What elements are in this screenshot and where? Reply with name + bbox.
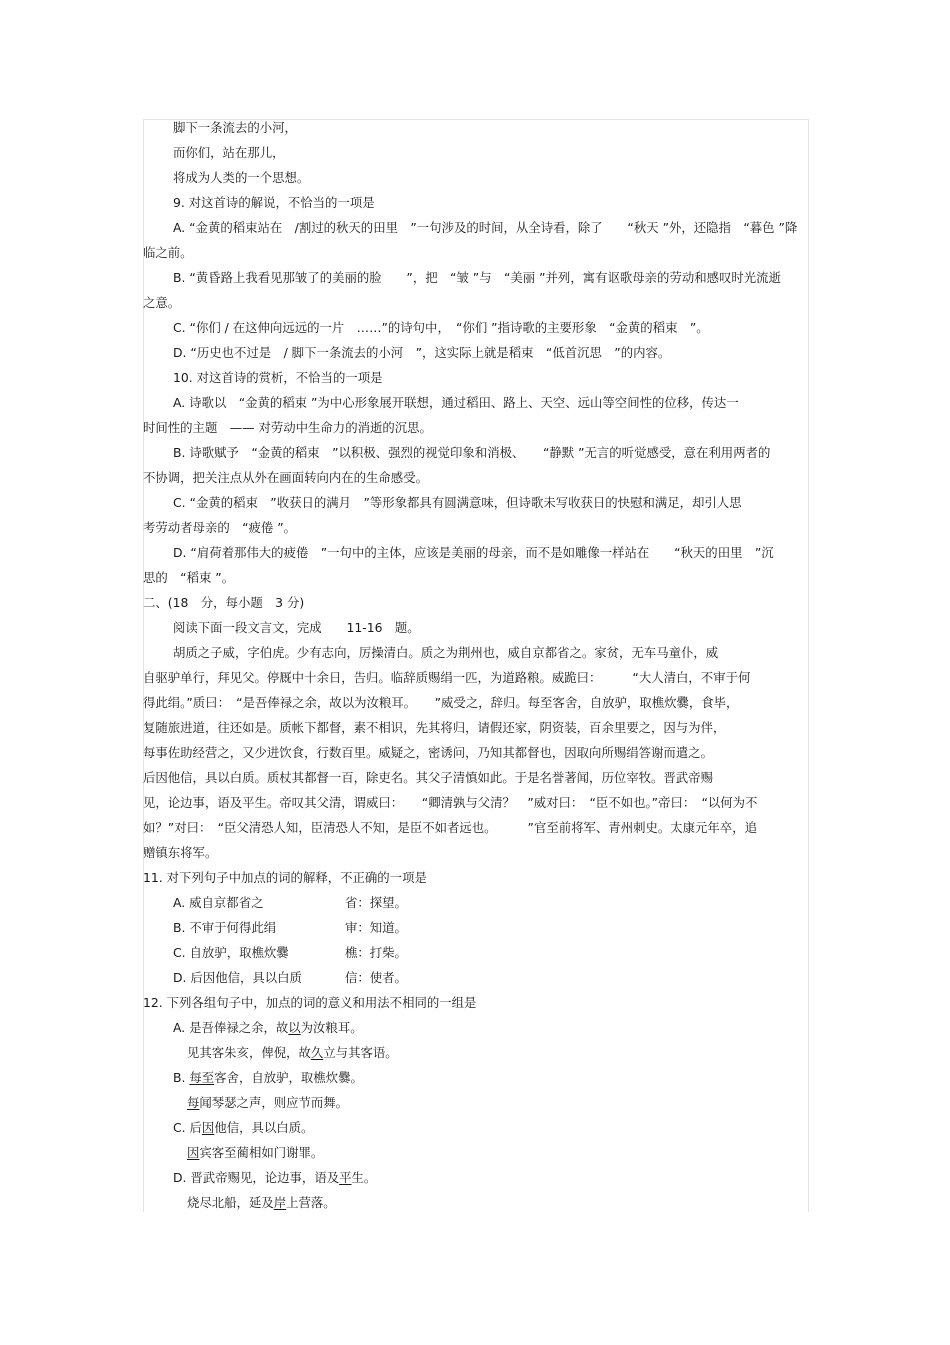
q9-option-b-cont: 之意。 <box>143 295 181 310</box>
poem-line: 将成为人类的一个思想。 <box>173 170 310 185</box>
q10-option-c: C. “金黄的稻束 ”收获日的满月 ”等形象都具有圆满意味，但诗歌未写收获日的快慰和满足，却引人思 <box>173 495 742 510</box>
dotted-word: 岸 <box>273 1195 287 1210</box>
q12-text: 生。 <box>351 1170 377 1185</box>
q10-option-a-cont: 时间性的主题 —— 对劳动中生命力的消逝的沉思。 <box>143 420 432 435</box>
q10-option-a: A. 诗歌以 “金黄的稻束 ”为中心形象展开联想，通过稻田、路上、天空、远山等空间性的位移，传达一 <box>173 395 739 410</box>
dotted-word: 每 <box>187 1095 200 1110</box>
passage-line: 见，论边事，语及平生。帝叹其父清，谓威曰： “卿清孰与父清？ ”威对曰： “臣不如也。”帝曰： “以何为不 <box>143 795 758 810</box>
q9-option-b: B. “黄昏路上我看见那皱了的美丽的脸 ”，把 “皱 ”与 “美丽 ”并列，寓有讴歌母亲的劳动和感叹时光流逝 <box>173 270 781 285</box>
q12-option-d-line2 <box>187 1195 811 1211</box>
section-heading: 二、(18 分，每小题 3 分) <box>143 595 305 610</box>
q12-option-c-line2 <box>187 1145 811 1161</box>
q11-option-gloss: 信：使者。 <box>345 970 407 985</box>
q10-option-d-cont: 思的 “稻束 ”。 <box>143 570 235 585</box>
q12-option-b-line1 <box>173 1070 811 1086</box>
q11-option-c <box>173 945 811 961</box>
passage-line: 胡质之子威，字伯虎。少有志向，厉操清白。质之为荆州也，威自京都省之。家贫，无车马童仆，威 <box>173 645 719 660</box>
dotted-word: 以 <box>288 1020 301 1035</box>
q12-text: 他信，具以白质。 <box>214 1120 314 1135</box>
q11-option-text: C. 自放驴，取樵炊爨 <box>173 945 289 960</box>
q12-option-a-line1 <box>173 1020 811 1036</box>
q9-option-a: A. “金黄的稻束站在 /割过的秋天的田里 ”一句涉及的时间，从全诗看，除了 “秋天 ”外，还隐指 “暮色 ”降 <box>173 220 798 235</box>
dotted-word: 因 <box>187 1145 200 1160</box>
poem-line: 而你们，站在那儿， <box>173 145 285 160</box>
q9-option-a-cont: 临之前。 <box>143 245 193 260</box>
q12-option-b-line2 <box>187 1095 811 1111</box>
q10-option-d: D. “肩荷着那伟大的疲倦 ”一句中的主体，应该是美丽的母亲，而不是如雕像一样站在 “秋天的田里 ”沉 <box>173 545 774 560</box>
q10-option-b-cont: 不协调，把关注点从外在画面转向内在的生命感受。 <box>143 470 428 485</box>
q12-text: 上营落。 <box>286 1195 336 1210</box>
q12-option-d-line1 <box>173 1170 811 1186</box>
question-9-stem: 9. 对这首诗的解说，不恰当的一项是 <box>173 195 375 210</box>
q12-text: 见其客朱亥，俾倪，故 <box>187 1045 311 1060</box>
dotted-word: 平 <box>339 1170 352 1185</box>
q11-option-gloss: 樵：打柴。 <box>345 945 407 960</box>
q11-option-gloss: 审：知道。 <box>345 920 407 935</box>
q9-option-d: D. “历史也不过是 / 脚下一条流去的小河 ”，这实际上就是稻束 “低首沉思 ”的内容。 <box>173 345 671 360</box>
dotted-word: 每至 <box>189 1070 215 1085</box>
q12-text: A. 是吾俸禄之余，故 <box>173 1020 289 1035</box>
q12-text: 立与其客语。 <box>323 1045 398 1060</box>
section-intro: 阅读下面一段文言文，完成 11-16 题。 <box>173 620 420 635</box>
q12-option-c-line1 <box>173 1120 811 1136</box>
q11-option-gloss: 省：探望。 <box>345 895 407 910</box>
q12-text: C. 后 <box>173 1120 202 1135</box>
q11-option-text: D. 后因他信，具以白质 <box>173 970 302 985</box>
q9-option-c: C. “你们 / 在这伸向远远的一片 ……”的诗句中， “你们 ”指诗歌的主要形象 “金黄的稻束 ”。 <box>173 320 709 335</box>
q12-text: 为汝粮耳。 <box>300 1020 363 1035</box>
q11-option-text: B. 不审于何得此绢 <box>173 920 277 935</box>
question-11-stem: 11. 对下列句子中加点的词的解释，不正确的一项是 <box>143 870 427 885</box>
passage-line: 得此绢。”质曰： “是吾俸禄之余，故以为汝粮耳。 ”威受之，辞归。每至客舍，自放驴，取樵炊爨，食毕， <box>143 695 739 710</box>
q12-text: 宾客至蔺相如门谢罪。 <box>199 1145 324 1160</box>
passage-line: 复随旅进道，往还如是。质帐下都督，素不相识，先其将归，请假还家，阴资装，百余里要之，因与为伴， <box>143 720 726 735</box>
q11-option-a <box>173 895 811 911</box>
question-12-stem: 12. 下列各组句子中，加点的词的意义和用法不相同的一组是 <box>143 995 477 1010</box>
dotted-word: 因 <box>201 1120 215 1135</box>
question-10-stem: 10. 对这首诗的赏析，不恰当的一项是 <box>173 370 383 385</box>
q12-text: 烧尽北船，延及 <box>187 1195 274 1210</box>
q10-option-b: B. 诗歌赋予 “金黄的稻束 ”以积极、强烈的视觉印象和消极、 “静默 ”无言的听觉感受，意在利用两者的 <box>173 445 771 460</box>
q11-option-d <box>173 970 811 986</box>
passage-line: 后因他信，具以白质。质杖其都督一百，除吏名。其父子清慎如此。于是名誉著闻，历位宰牧。晋武帝赐 <box>143 770 713 785</box>
q12-text: D. 晋武帝赐见，论边事，语及 <box>173 1170 340 1185</box>
dotted-word: 久 <box>310 1045 324 1060</box>
q10-option-c-cont: 考劳动者母亲的 “疲倦 ”。 <box>143 520 297 535</box>
passage-line: 自驱驴单行，拜见父。停厩中十余日，告归。临辞质赐绢一匹，为道路粮。威跪曰： “大人清白，不审于何 <box>143 670 751 685</box>
q11-option-b <box>173 920 811 936</box>
passage-line: 赠镇东将军。 <box>143 845 218 860</box>
q12-text: 闻琴瑟之声，则应节而舞。 <box>199 1095 349 1110</box>
passage-line: 如？”对曰： “臣父清恐人知，臣清恐人不知，是臣不如者远也。 ”官至前将军、青州刺史。太康元年卒，追 <box>143 820 757 835</box>
poem-line: 脚下一条流去的小河， <box>173 120 297 135</box>
passage-line: 每事佐助经营之，又少进饮食，行数百里。威疑之，密诱问，乃知其都督也，因取向所赐绢答谢而遣之。 <box>143 745 713 760</box>
q12-text: B. <box>173 1070 190 1085</box>
q12-text: 客舍，自放驴，取樵炊爨。 <box>214 1070 363 1085</box>
q12-option-a-line2 <box>187 1045 811 1061</box>
q11-option-text: A. 威自京都省之 <box>173 895 264 910</box>
